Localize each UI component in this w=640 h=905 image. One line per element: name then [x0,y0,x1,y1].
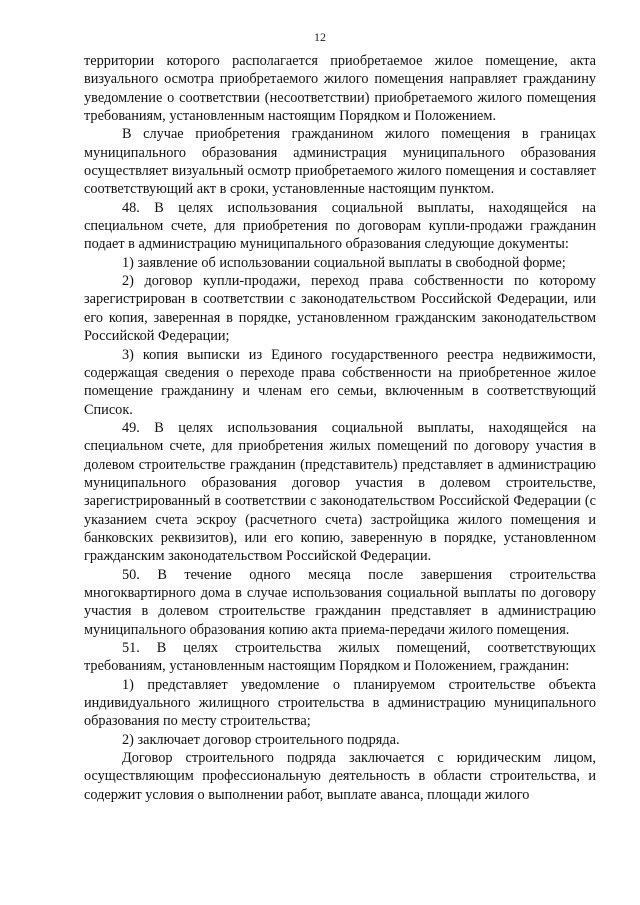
paragraph-item-51-1: 1) представляет уведомление о планируемом строительстве объекта индивидуального жилищного строительства в администрацию муниципального образования по месту строительства; [84,676,596,730]
paragraph-visual-inspection: В случае приобретения гражданином жилого помещения в границах муниципального образования администрация муниципального образования осуществляет визуальный осмотр приобретаемого жилого помещения и составляет соответствующий акт в сроки, установленные настоящим пунктом. [84,126,596,198]
paragraph-item-48-3: 3) копия выписки из Единого государственного реестра недвижимости, содержащая сведения о переходе права собственности на приобретенное жилое помещение гражданину и членам его семьи, включенным в соответствующий Список. [84,346,596,418]
page-number: 12 [314,30,326,44]
paragraph-item-48-2: 2) договор купли-продажи, переход права собственности по которому зарегистрирован в соответствии с законодательством Российской Федерации, или его копия, заверенная в порядке, установленном гражданским законодательством Российской Федерации; [84,273,596,345]
paragraph-construction-contract: Договор строительного подряда заключается с юридическим лицом, осуществляющим профессиональную деятельность в области строительства, и содержит условия о выполнении работ, выплате аванса, площади жилого [84,750,596,803]
document-body [84,52,596,804]
paragraph-item-51-2: 2) заключает договор строительного подряда. [122,731,400,748]
paragraph-item-49: 49. В целях использования социальной выплаты, находящейся на специальном счете, для приобретения жилых помещений по договору участия в долевом строительстве гражданин (представитель) представляет в администрацию муниципального образования договор участия в долевом строительстве, зарегистрированный в соответствии с законодательством Российской Федерации (с указанием счета эскроу (расчетного счета) застройщика жилого помещения и банковских реквизитов), или его копию, заверенную в порядке, установленном гражданским законодательством Российской Федерации. [84,419,596,565]
paragraph-item-48-1: 1) заявление об использовании социальной выплаты в свободной форме; [122,254,566,271]
paragraph-item-51: 51. В целях строительства жилых помещений, соответствующих требованиям, установленным настоящим Порядком и Положением, гражданин: [84,640,596,675]
paragraph-item-48: 48. В целях использования социальной выплаты, находящейся на специальном счете, для приобретения по договорам купли-продажи гражданин подает в администрацию муниципального образования следующие документы: [84,199,596,253]
paragraph-continuation: территории которого располагается приобретаемое жилое помещение, акта визуального осмотра приобретаемого жилого помещения направляет гражданину уведомление о соответствии (несоответствии) приобретаемого жилого помещения требованиям, установленным настоящим Порядком и Положением. [84,53,596,125]
paragraph-item-50: 50. В течение одного месяца после завершения строительства многоквартирного дома в случае использования социальной выплаты по договору участия в долевом строительстве гражданин представляет в администрацию муниципального образования копию акта приема-передачи жилого помещения. [84,566,596,638]
